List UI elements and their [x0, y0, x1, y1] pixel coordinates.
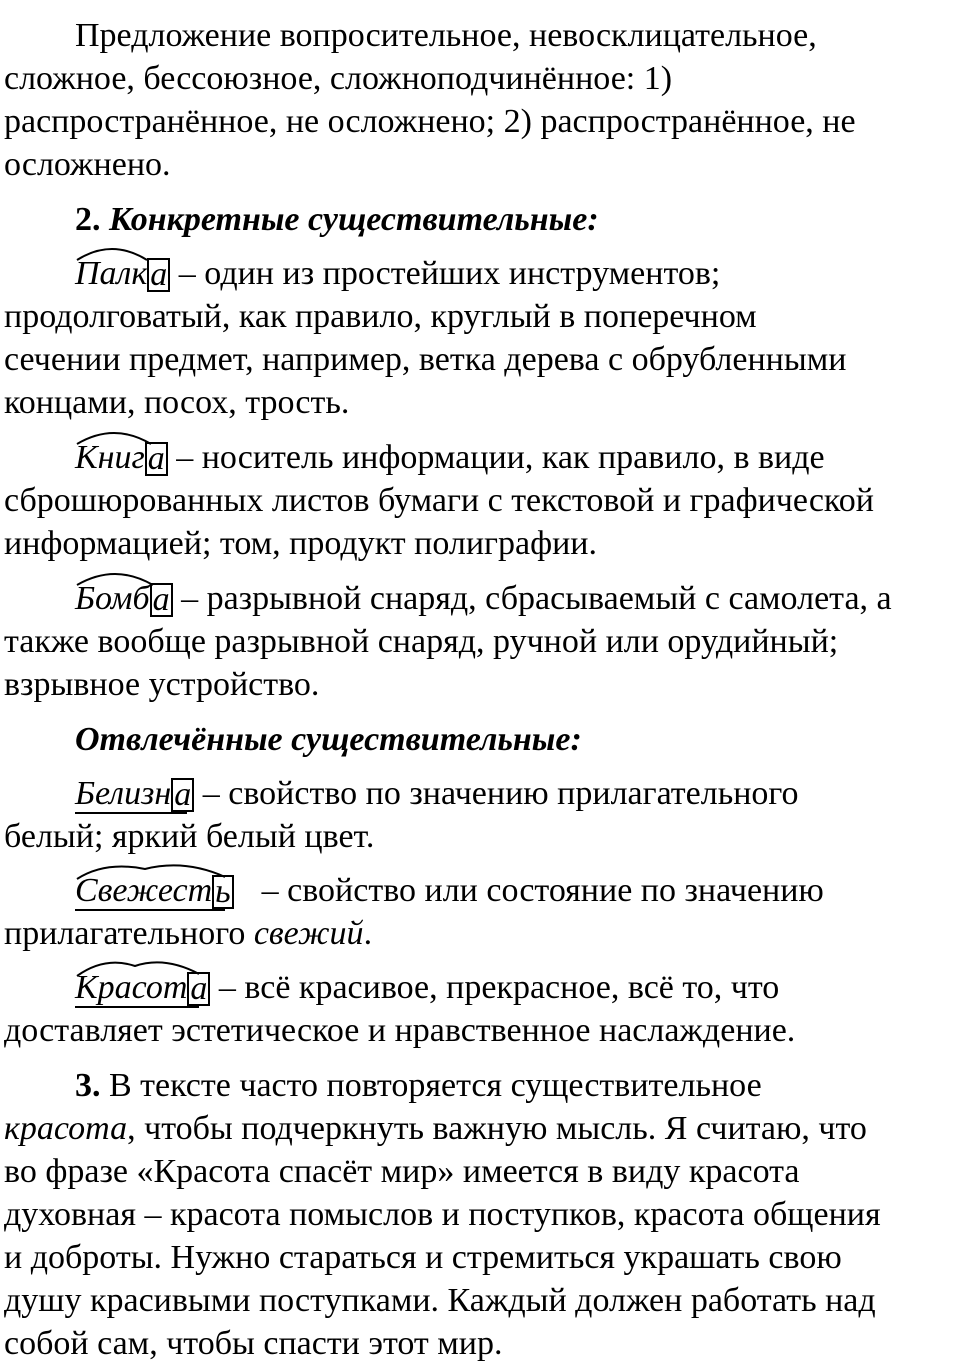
definition-svezhest: – свойство или состояние по значению	[261, 872, 824, 909]
section-3-italic-word: красота	[4, 1110, 128, 1147]
ending-box-belizna: а	[171, 778, 194, 812]
section-2-heading	[75, 198, 599, 242]
entry-kniga-line-3: информацией; том, продукт полиграфии.	[4, 525, 597, 562]
root-arc-icon	[75, 956, 205, 978]
entry-bomba-line-1	[75, 577, 892, 621]
stem-kniga: Книг	[75, 439, 145, 476]
entry-bomba-line-2: также вообще разрывной снаряд, ручной или орудийный;	[4, 623, 839, 660]
word-svezhest	[75, 869, 234, 913]
paragraph-1-line-3: распространённое, не осложнено; 2) распространённое, не	[4, 103, 856, 140]
stem-belizna: Белизн	[75, 775, 172, 812]
stem-underline	[75, 812, 187, 814]
stem-krasota: Красот	[75, 969, 188, 1006]
section-2-number: 2.	[75, 201, 101, 238]
word-belizna	[75, 772, 194, 816]
entry-kniga-line-2: сброшюрованных листов бумаги с текстовой и графической	[4, 482, 874, 519]
section-2-title: Конкретные существительные:	[109, 201, 599, 238]
section-3-line-1	[75, 1064, 762, 1108]
section-3-text-2: , чтобы подчеркнуть важную мысль. Я считаю, что	[127, 1110, 867, 1147]
entry-kniga-line-1	[75, 436, 825, 480]
section-3-text-1: В тексте часто повторяется существительное	[100, 1067, 762, 1104]
entry-palka-line-4: концами, посох, трость.	[4, 384, 350, 421]
entry-palka-line-3: сечении предмет, например, ветка дерева с обрубленными	[4, 341, 847, 378]
stem-svezhest: Свежест	[75, 872, 213, 909]
root-arc-icon	[75, 567, 155, 587]
word-palka	[75, 252, 170, 296]
paragraph-1-line-1: Предложение вопросительное, невосклицательное,	[75, 17, 817, 54]
stem-bomba: Бомб	[75, 580, 150, 617]
definition-palka: – один из простейших инструментов;	[170, 255, 721, 292]
svezhest-line-2-period: .	[363, 915, 373, 952]
definition-bomba: – разрывной снаряд, сбрасываемый с самолета, а	[172, 580, 892, 617]
entry-bomba-line-3: взрывное устройство.	[4, 666, 320, 703]
section-3-line-5: и доброты. Нужно стараться и стремиться украшать свою	[4, 1239, 842, 1276]
root-arc-icon	[75, 426, 153, 446]
ending-box-krasota: а	[187, 972, 210, 1006]
section-3-line-4: духовная – красота помыслов и поступков, красота общения	[4, 1196, 881, 1233]
word-kniga	[75, 436, 168, 480]
word-krasota	[75, 966, 210, 1010]
section-3-number: 3.	[75, 1067, 101, 1104]
root-arc-icon	[75, 242, 149, 262]
entry-belizna-line-2: белый; яркий белый цвет.	[4, 818, 375, 855]
paragraph-1-line-2: сложное, бессоюзное, сложноподчинённое: 1)	[4, 60, 673, 97]
entry-krasota-line-1	[75, 966, 779, 1010]
section-3-line-3: во фразе «Красота спасёт мир» имеется в виду красота	[4, 1153, 800, 1190]
entry-krasota-line-2: доставляет эстетическое и нравственное наслаждение.	[4, 1012, 796, 1049]
stem-palka: Палк	[75, 255, 148, 292]
abstract-heading: Отвлечённые существительные:	[75, 721, 582, 758]
stem-underline	[75, 909, 225, 911]
section-3-line-7: собой сам, чтобы спасти этот мир.	[4, 1325, 503, 1362]
definition-krasota: – всё красивое, прекрасное, всё то, что	[210, 969, 780, 1006]
word-bomba	[75, 577, 173, 621]
ending-box-kniga: а	[145, 442, 168, 476]
paragraph-1-line-4: осложнено.	[4, 146, 171, 183]
entry-svezhest-line-1	[75, 869, 824, 913]
section-3-line-6: душу красивыми поступками. Каждый должен работать над	[4, 1282, 876, 1319]
root-arc-icon	[75, 859, 235, 881]
ending-box-svezhest: ь	[212, 875, 233, 909]
ending-box-bomba: а	[150, 583, 173, 617]
entry-palka-line-1	[75, 252, 720, 296]
svezhest-line-2-italic: свежий	[253, 915, 364, 952]
entry-palka-line-2: продолговатый, как правило, круглый в поперечном	[4, 298, 757, 335]
svezhest-line-2-text: прилагательного	[4, 915, 254, 952]
definition-belizna: – свойство по значению прилагательного	[194, 775, 799, 812]
entry-belizna-line-1	[75, 772, 799, 816]
stem-underline	[75, 1006, 199, 1008]
ending-box-palka: а	[147, 258, 170, 292]
entry-svezhest-line-2	[4, 912, 372, 956]
section-3-line-2	[4, 1107, 867, 1151]
definition-kniga: – носитель информации, как правило, в виде	[167, 439, 825, 476]
